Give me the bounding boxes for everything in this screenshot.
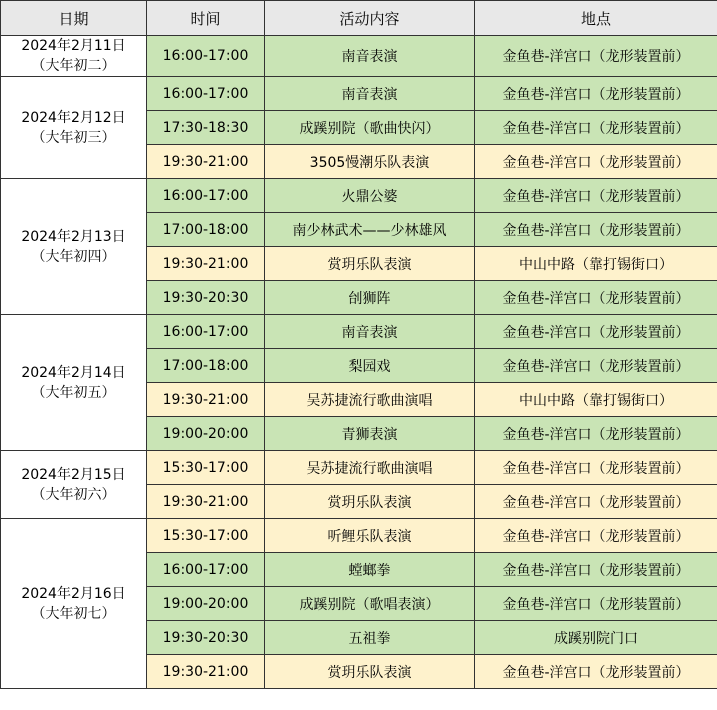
date-text: 2024年2月14日 [21, 364, 126, 381]
location-cell: 金鱼巷-洋宫口（龙形装置前） [475, 315, 717, 349]
header-row [1, 1, 717, 36]
time-cell: 19:30-21:00 [147, 485, 265, 519]
activity-cell: 成蹊别院（歌唱表演） [265, 587, 475, 621]
date-cell [1, 315, 147, 451]
date-text: 2024年2月13日 [21, 228, 126, 245]
activity-cell: 南音表演 [265, 77, 475, 111]
activity-cell: 青狮表演 [265, 417, 475, 451]
table-header [1, 1, 717, 36]
header-location: 地点 [475, 1, 717, 36]
table-row [1, 179, 717, 213]
time-cell: 19:30-21:00 [147, 145, 265, 179]
time-cell: 19:00-20:00 [147, 417, 265, 451]
time-cell: 19:30-20:30 [147, 621, 265, 655]
location-cell: 金鱼巷-洋宫口（龙形装置前） [475, 77, 717, 111]
date-text: 2024年2月16日 [21, 585, 126, 602]
date-text: 2024年2月15日 [21, 466, 126, 483]
date-cell [1, 36, 147, 77]
activity-cell: 赏玥乐队表演 [265, 655, 475, 689]
table-body [1, 36, 717, 689]
location-cell: 金鱼巷-洋宫口（龙形装置前） [475, 655, 717, 689]
activity-cell: 吴苏捷流行歌曲演唱 [265, 451, 475, 485]
header-time: 时间 [147, 1, 265, 36]
location-cell: 金鱼巷-洋宫口（龙形装置前） [475, 587, 717, 621]
location-cell: 金鱼巷-洋宫口（龙形装置前） [475, 36, 717, 77]
location-cell: 金鱼巷-洋宫口（龙形装置前） [475, 485, 717, 519]
location-cell: 金鱼巷-洋宫口（龙形装置前） [475, 349, 717, 383]
location-cell: 金鱼巷-洋宫口（龙形装置前） [475, 179, 717, 213]
time-cell: 19:30-21:00 [147, 655, 265, 689]
activity-cell: 火鼎公婆 [265, 179, 475, 213]
location-cell: 金鱼巷-洋宫口（龙形装置前） [475, 553, 717, 587]
location-cell: 金鱼巷-洋宫口（龙形装置前） [475, 417, 717, 451]
header-date: 日期 [1, 1, 147, 36]
time-cell: 16:00-17:00 [147, 179, 265, 213]
lunar-date-text: （大年初五） [31, 384, 116, 401]
activity-cell: 赏玥乐队表演 [265, 247, 475, 281]
location-cell: 金鱼巷-洋宫口（龙形装置前） [475, 519, 717, 553]
date-cell [1, 519, 147, 689]
activity-cell: 螳螂拳 [265, 553, 475, 587]
location-cell: 金鱼巷-洋宫口（龙形装置前） [475, 451, 717, 485]
time-cell: 16:00-17:00 [147, 315, 265, 349]
time-cell: 19:00-20:00 [147, 587, 265, 621]
location-cell: 金鱼巷-洋宫口（龙形装置前） [475, 213, 717, 247]
lunar-date-text: （大年初七） [31, 605, 116, 622]
activity-cell: 刣狮阵 [265, 281, 475, 315]
location-cell: 金鱼巷-洋宫口（龙形装置前） [475, 111, 717, 145]
lunar-date-text: （大年初六） [31, 486, 116, 503]
activity-cell: 成蹊别院（歌曲快闪） [265, 111, 475, 145]
header-activity: 活动内容 [265, 1, 475, 36]
time-cell: 16:00-17:00 [147, 77, 265, 111]
activity-cell: 听鲤乐队表演 [265, 519, 475, 553]
lunar-date-text: （大年初四） [31, 248, 116, 265]
date-cell [1, 179, 147, 315]
date-cell [1, 77, 147, 179]
date-text: 2024年2月12日 [21, 109, 126, 126]
location-cell: 金鱼巷-洋宫口（龙形装置前） [475, 281, 717, 315]
location-cell: 中山中路（靠打锡街口） [475, 247, 717, 281]
time-cell: 15:30-17:00 [147, 451, 265, 485]
time-cell: 17:00-18:00 [147, 213, 265, 247]
table-row [1, 77, 717, 111]
time-cell: 17:00-18:00 [147, 349, 265, 383]
location-cell: 中山中路（靠打锡街口） [475, 383, 717, 417]
lunar-date-text: （大年初三） [31, 129, 116, 146]
table-row [1, 519, 717, 553]
time-cell: 17:30-18:30 [147, 111, 265, 145]
time-cell: 16:00-17:00 [147, 553, 265, 587]
activity-cell: 南音表演 [265, 315, 475, 349]
time-cell: 19:30-21:00 [147, 247, 265, 281]
location-cell: 成蹊别院门口 [475, 621, 717, 655]
table-row [1, 36, 717, 77]
activity-cell: 南少林武术——少林雄风 [265, 213, 475, 247]
table-row [1, 451, 717, 485]
time-cell: 15:30-17:00 [147, 519, 265, 553]
activity-cell: 3505慢潮乐队表演 [265, 145, 475, 179]
table-row [1, 315, 717, 349]
activity-cell: 吴苏捷流行歌曲演唱 [265, 383, 475, 417]
time-cell: 19:30-20:30 [147, 281, 265, 315]
activity-cell: 梨园戏 [265, 349, 475, 383]
date-cell [1, 451, 147, 519]
location-cell: 金鱼巷-洋宫口（龙形装置前） [475, 145, 717, 179]
time-cell: 19:30-21:00 [147, 383, 265, 417]
activity-cell: 五祖拳 [265, 621, 475, 655]
date-text: 2024年2月11日 [21, 38, 126, 54]
lunar-date-text: （大年初二） [31, 58, 116, 74]
time-cell: 16:00-17:00 [147, 36, 265, 77]
activity-cell: 南音表演 [265, 36, 475, 77]
activity-cell: 赏玥乐队表演 [265, 485, 475, 519]
